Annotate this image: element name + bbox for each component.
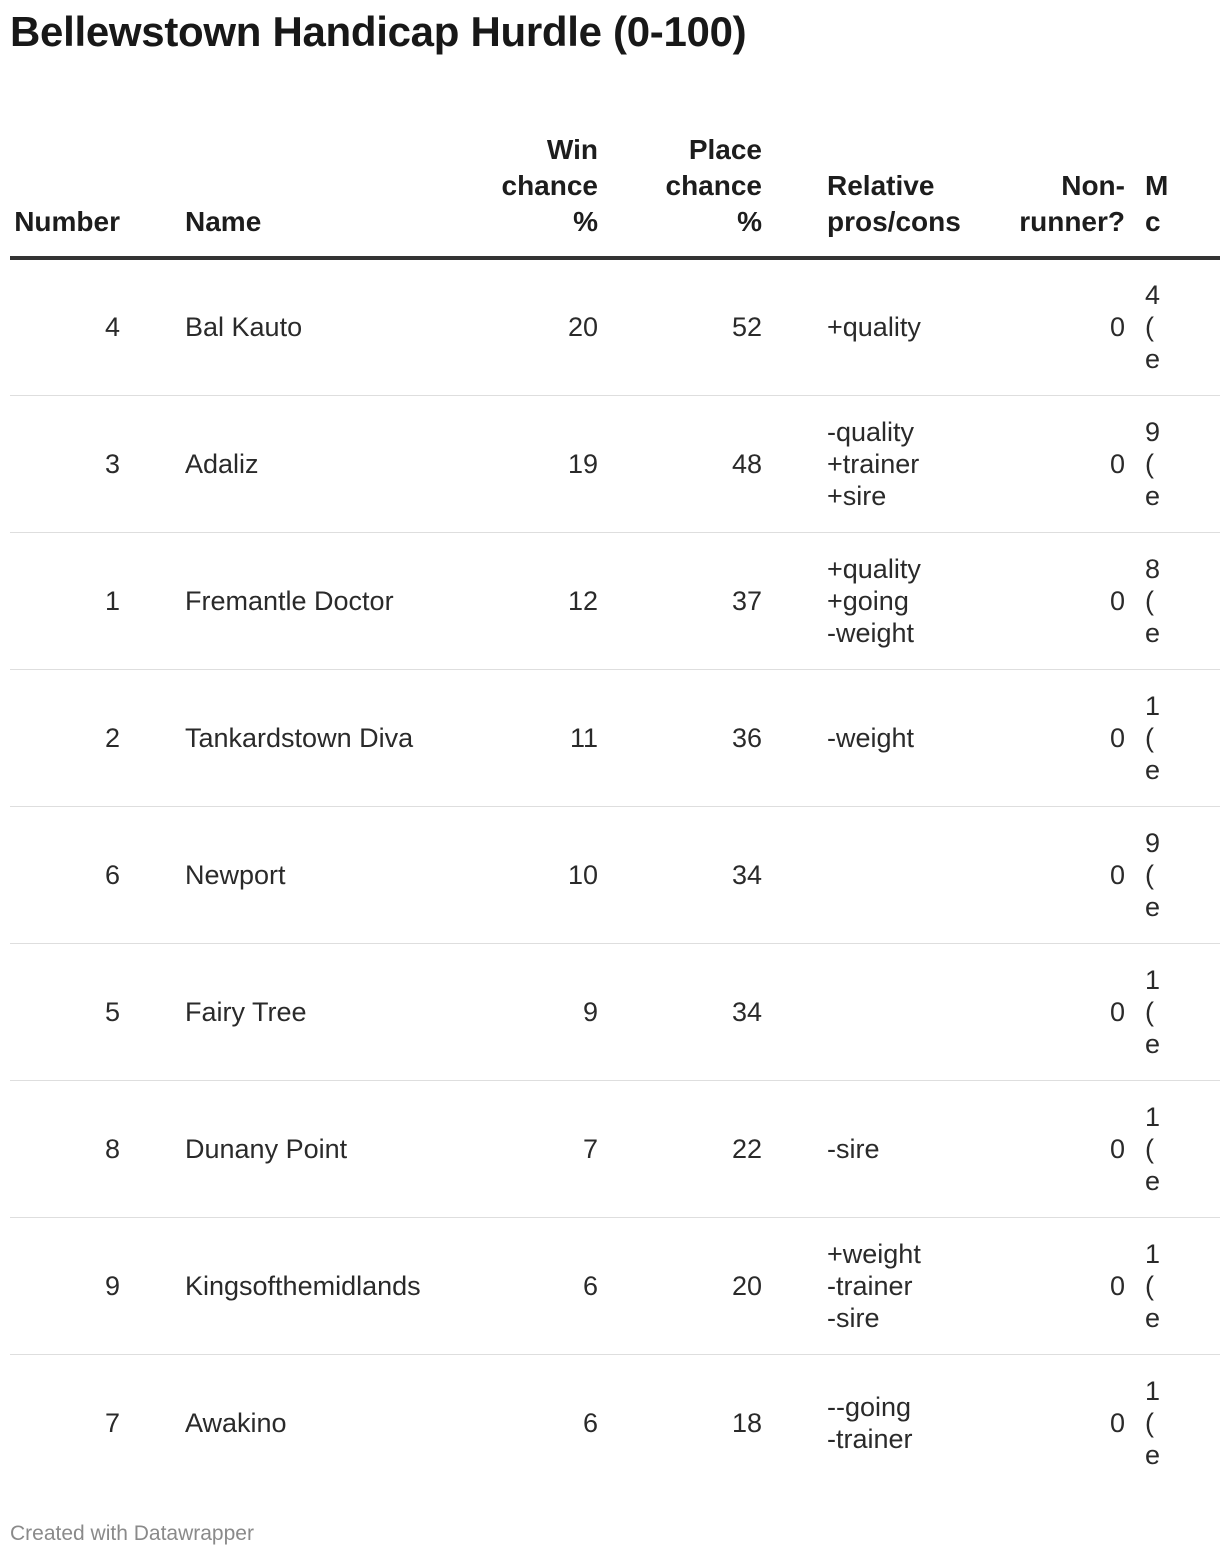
- table-row: [10, 1354, 1220, 1480]
- cell-number: 2: [10, 669, 130, 806]
- cell-more: [1135, 943, 1220, 1080]
- relative-item: -weight: [827, 617, 915, 648]
- table-row: [10, 1217, 1220, 1354]
- cell-relative: [762, 258, 942, 395]
- cell-place-chance: 20: [598, 1217, 762, 1354]
- cell-relative: [762, 943, 942, 1080]
- more-fragment: 1: [1145, 1101, 1161, 1132]
- cell-place-chance: 52: [598, 258, 762, 395]
- cell-non-runner: 0: [942, 806, 1135, 943]
- table-row: [10, 943, 1220, 1080]
- relative-item: +sire: [827, 480, 887, 511]
- cell-relative: [762, 669, 942, 806]
- cell-more: [1135, 532, 1220, 669]
- cell-number: 6: [10, 806, 130, 943]
- cell-number: 5: [10, 943, 130, 1080]
- relative-item: -trainer: [827, 1423, 913, 1454]
- cell-relative: [762, 395, 942, 532]
- relative-item: +trainer: [827, 448, 920, 479]
- relative-item: -trainer: [827, 1270, 913, 1301]
- relative-item: --going: [827, 1391, 912, 1422]
- cell-relative: [762, 1354, 942, 1480]
- table-row: [10, 258, 1220, 395]
- more-fragment: 1: [1145, 1375, 1161, 1406]
- cell-win-chance: 19: [455, 395, 598, 532]
- table-body: [10, 258, 1220, 1480]
- more-fragment: 1: [1145, 1238, 1161, 1269]
- cell-non-runner: 0: [1109, 1407, 1125, 1438]
- cell-non-runner: 0: [942, 943, 1135, 1080]
- cell-win-chance: 20: [455, 258, 598, 395]
- odds-table: [10, 100, 1220, 1480]
- cell-win-chance: 12: [455, 532, 598, 669]
- more-fragment: (: [1145, 585, 1154, 616]
- cell-win-chance: 9: [455, 943, 598, 1080]
- more-fragment: e: [1145, 1165, 1161, 1196]
- cell-place-chance: 18: [731, 1407, 762, 1438]
- table-row: [10, 669, 1220, 806]
- cell-relative: [762, 1080, 942, 1217]
- more-fragment: (: [1145, 722, 1154, 753]
- relative-item: +quality: [827, 553, 921, 584]
- cell-place-chance: 48: [598, 395, 762, 532]
- cell-win-chance: 6: [582, 1407, 598, 1438]
- cell-place-chance: 22: [598, 1080, 762, 1217]
- column-header-non-runner[interactable]: Non- runner?: [942, 100, 1135, 258]
- more-fragment: 9: [1145, 416, 1161, 447]
- more-fragment: (: [1145, 996, 1154, 1027]
- more-fragment: 1: [1145, 964, 1161, 995]
- table-row: [10, 806, 1220, 943]
- table-row: [10, 532, 1220, 669]
- more-fragment: 8: [1145, 553, 1161, 584]
- cell-place-chance: 36: [598, 669, 762, 806]
- cell-name: Fremantle Doctor: [130, 532, 455, 669]
- relative-item: -quality: [827, 416, 915, 447]
- cell-place-chance: 34: [598, 943, 762, 1080]
- column-header-more[interactable]: M c: [1135, 100, 1220, 258]
- cell-more: [1135, 258, 1220, 395]
- cell-number: 4: [10, 258, 130, 395]
- more-fragment: e: [1145, 617, 1161, 648]
- cell-win-chance: 6: [455, 1217, 598, 1354]
- cell-number: 1: [10, 532, 130, 669]
- column-header-name[interactable]: Name: [130, 100, 455, 258]
- table-row: [10, 1080, 1220, 1217]
- cell-non-runner: 0: [942, 1080, 1135, 1217]
- relative-item: +weight: [827, 1238, 921, 1269]
- cell-more: [1135, 669, 1220, 806]
- relative-item: +going: [827, 585, 909, 616]
- more-fragment: e: [1145, 891, 1161, 922]
- column-header-win-chance[interactable]: Win chance %: [455, 100, 598, 258]
- cell-number: 8: [10, 1080, 130, 1217]
- more-fragment: (: [1145, 1270, 1154, 1301]
- cell-name: Kingsofthemidlands: [130, 1217, 455, 1354]
- cell-win-chance: 7: [455, 1080, 598, 1217]
- relative-item: -weight: [827, 722, 915, 753]
- more-fragment: (: [1145, 1133, 1154, 1164]
- table-row: [10, 395, 1220, 532]
- table-container: [10, 100, 1220, 1480]
- cell-more: [1135, 806, 1220, 943]
- cell-place-chance: 37: [598, 532, 762, 669]
- footer-credit[interactable]: Created with Datawrapper: [10, 1522, 254, 1545]
- more-fragment: 1: [1145, 690, 1161, 721]
- cell-relative: [762, 806, 942, 943]
- cell-name: Awakino: [185, 1407, 287, 1438]
- cell-more: [1135, 395, 1220, 532]
- cell-name: Fairy Tree: [130, 943, 455, 1080]
- cell-number: 3: [10, 395, 130, 532]
- more-fragment: 9: [1145, 827, 1161, 858]
- cell-more: [1135, 1080, 1220, 1217]
- cell-place-chance: 34: [598, 806, 762, 943]
- page-title: Bellewstown Handicap Hurdle (0-100): [10, 8, 747, 55]
- more-fragment: (: [1145, 1407, 1154, 1438]
- cell-relative: [762, 532, 942, 669]
- more-fragment: e: [1145, 344, 1161, 375]
- column-header-number[interactable]: Number: [10, 100, 130, 258]
- more-fragment: (: [1145, 312, 1154, 343]
- cell-name: Adaliz: [130, 395, 455, 532]
- more-fragment: 4: [1145, 280, 1161, 311]
- cell-non-runner: 0: [942, 669, 1135, 806]
- cell-more: [1135, 1217, 1220, 1354]
- relative-item: -sire: [827, 1133, 880, 1164]
- cell-name: Dunany Point: [130, 1080, 455, 1217]
- table-header: [10, 100, 1220, 258]
- cell-more: [1135, 1354, 1220, 1480]
- cell-number: 7: [104, 1407, 120, 1438]
- column-header-place-chance[interactable]: Place chance %: [598, 100, 762, 258]
- cell-relative: [762, 1217, 942, 1354]
- cell-number: 9: [10, 1217, 130, 1354]
- more-fragment: e: [1145, 480, 1161, 511]
- more-fragment: e: [1145, 754, 1161, 785]
- cell-non-runner: 0: [942, 1217, 1135, 1354]
- cell-non-runner: 0: [942, 532, 1135, 669]
- relative-item: -sire: [827, 1302, 880, 1333]
- cell-name: Tankardstown Diva: [130, 669, 455, 806]
- column-header-relative[interactable]: Relative pros/cons: [762, 100, 942, 258]
- cell-name: Bal Kauto: [130, 258, 455, 395]
- more-fragment: (: [1145, 448, 1154, 479]
- more-fragment: e: [1145, 1439, 1161, 1470]
- more-fragment: (: [1145, 859, 1154, 890]
- cell-win-chance: 10: [455, 806, 598, 943]
- more-fragment: e: [1145, 1302, 1161, 1333]
- cell-win-chance: 11: [455, 669, 598, 806]
- more-fragment: e: [1145, 1028, 1161, 1059]
- cell-non-runner: 0: [942, 258, 1135, 395]
- cell-name: Newport: [130, 806, 455, 943]
- relative-item: +quality: [827, 312, 921, 343]
- cell-non-runner: 0: [942, 395, 1135, 532]
